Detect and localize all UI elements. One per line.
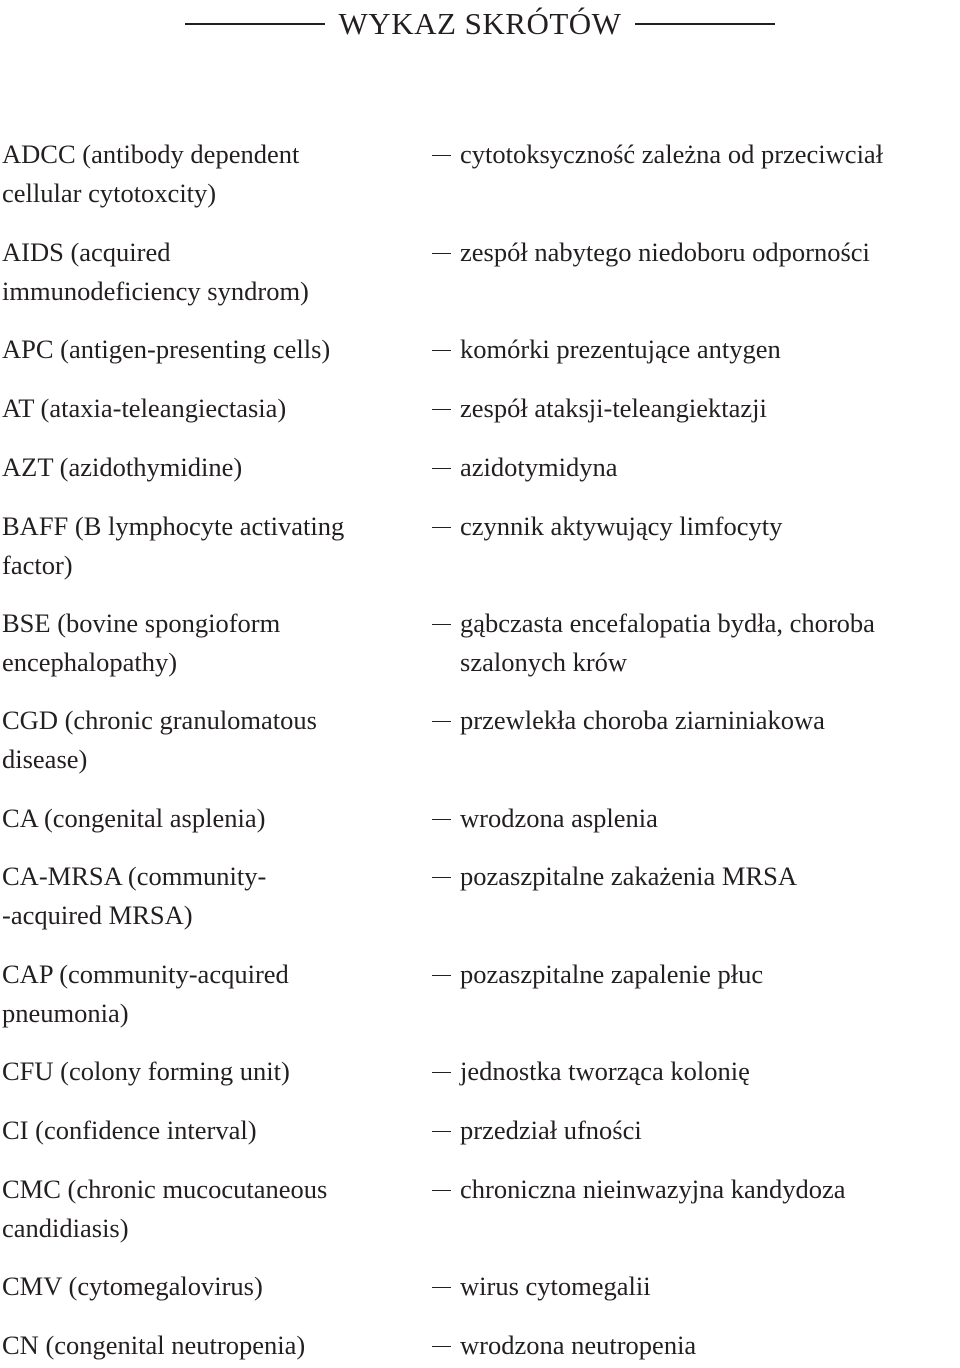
abbreviation-definition: chroniczna nieinwazyjna kandydoza [460, 1174, 846, 1204]
abbreviation-term: ADCC (antibody dependent cellular cytotoxcity) [2, 139, 300, 208]
dash-separator [432, 1131, 451, 1132]
dash-separator [432, 1287, 451, 1288]
dash-separator [432, 527, 451, 528]
dash-separator [432, 877, 451, 878]
abbreviation-definition: pozaszpitalne zakażenia MRSA [460, 861, 798, 891]
dash-separator [432, 819, 451, 820]
abbreviation-term: CA (congenital asplenia) [2, 803, 266, 833]
abbreviation-term: BSE (bovine spongioform encephalopathy) [2, 608, 281, 677]
abbreviation-definition: gąbczasta encefalopatia bydła, choroba szalonych krów [460, 608, 875, 677]
abbreviation-definition: azidotymidyna [460, 452, 618, 482]
dash-separator [432, 975, 451, 976]
dash-separator [432, 409, 451, 410]
abbreviation-definition: jednostka tworząca kolonię [460, 1056, 750, 1086]
dash-separator [432, 1190, 451, 1191]
abbreviation-definition: komórki prezentujące antygen [460, 334, 781, 364]
page-title: WYKAZ SKRÓTÓW [338, 6, 622, 41]
abbreviation-definition: cytotoksyczność zależna od przeciwciał [460, 139, 884, 169]
abbreviation-definition: pozaszpitalne zapalenie płuc [460, 959, 764, 989]
dash-separator [432, 350, 451, 351]
abbreviation-definition: wrodzona asplenia [460, 803, 658, 833]
abbreviation-definition: przewlekła choroba ziarniniakowa [460, 705, 825, 735]
dash-separator [432, 1346, 451, 1347]
abbreviation-definition: zespół nabytego niedoboru odporności [460, 237, 870, 267]
abbreviation-definition: czynnik aktywujący limfocyty [460, 511, 783, 541]
abbreviation-term: CAP (community-acquired pneumonia) [2, 959, 289, 1028]
abbreviation-definition: zespół ataksji-teleangiektazji [460, 393, 767, 423]
abbreviation-term: CMV (cytomegalovirus) [2, 1271, 263, 1301]
abbreviation-term: BAFF (B lymphocyte activating factor) [2, 511, 345, 580]
abbreviation-term: AZT (azidothymidine) [2, 452, 243, 482]
abbreviation-term: CA-MRSA (community- -acquired MRSA) [2, 861, 267, 930]
abbreviation-term: CGD (chronic granulomatous disease) [2, 705, 317, 774]
abbreviation-term: CFU (colony forming unit) [2, 1056, 290, 1086]
abbreviation-definition: wrodzona neutropenia [460, 1330, 697, 1360]
abbreviation-term: AT (ataxia-teleangiectasia) [2, 393, 287, 423]
dash-separator [432, 155, 451, 156]
abbreviation-term: CN (congenital neutropenia) [2, 1330, 306, 1360]
abbreviation-definition: wirus cytomegalii [460, 1271, 651, 1301]
abbreviation-definition: przedział ufności [460, 1115, 642, 1145]
dash-separator [432, 721, 451, 722]
dash-separator [432, 253, 451, 254]
abbreviation-term: APC (antigen-presenting cells) [2, 334, 331, 364]
dash-separator [432, 1072, 451, 1073]
abbreviation-term: AIDS (acquired immunodeficiency syndrom) [2, 237, 309, 306]
dash-separator [432, 468, 451, 469]
abbreviation-term: CI (confidence interval) [2, 1115, 257, 1145]
dash-separator [432, 624, 451, 625]
abbreviation-term: CMC (chronic mucocutaneous candidiasis) [2, 1174, 328, 1243]
